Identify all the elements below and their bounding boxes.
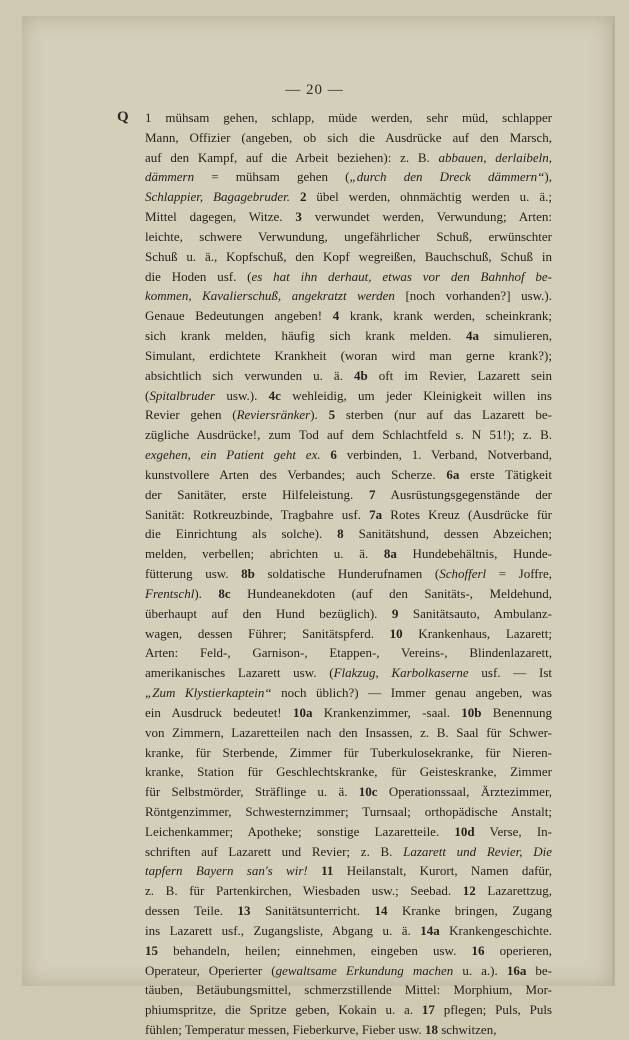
text-line: [145, 663, 552, 683]
item-number: 14: [374, 903, 388, 919]
text-segment: Lazarettzug,: [475, 883, 552, 899]
text-segment: ).: [194, 585, 219, 601]
text-segment: ins Lazarett usf., Zugangsliste, Abgang u. ä.: [145, 922, 421, 938]
text-segment: Reviersränker: [236, 407, 311, 423]
text-segment: Sanitätshund, dessen Abzeichen;: [343, 526, 552, 542]
text-segment: zügliche Ausdrücke!, zum Tod auf dem Schlachtfeld s. N 51!); z. B.: [145, 427, 552, 443]
text-line: [145, 604, 552, 624]
text-segment: Simulant, erdichtete Krankheit (woran wird man gerne krank?);: [145, 347, 552, 363]
item-number: 10b: [461, 704, 482, 720]
text-line: [145, 941, 552, 961]
text-line: [145, 901, 552, 921]
item-number: 7: [368, 486, 376, 502]
section-letter: Q: [117, 109, 129, 125]
item-number: 12: [462, 883, 476, 899]
item-number: 10d: [454, 823, 475, 839]
text-line: [145, 267, 552, 287]
text-segment: usw.).: [215, 387, 269, 403]
text-line: [145, 366, 552, 386]
text-segment: schriften auf Lazarett und Revier; z. B.: [145, 843, 404, 859]
text-segment: amerikanisches Lazarett usw. (: [145, 665, 334, 681]
text-segment: ),: [544, 169, 552, 185]
text-segment: dessen Teile.: [145, 903, 238, 919]
text-line: [145, 247, 552, 267]
text-segment: verbinden, 1. Verband, Notverband,: [336, 447, 553, 463]
item-number: 6a: [446, 466, 460, 482]
text-segment: „Zum Klystierkaptein“: [145, 685, 272, 701]
item-number: 3: [295, 209, 302, 225]
text-line: [145, 167, 552, 187]
text-segment: kommen, Kavalierschuß, angekratzt werden: [145, 288, 395, 304]
text-segment: schwitzen,: [437, 1022, 497, 1038]
text-segment: pflegen; Puls, Puls: [434, 1002, 552, 1018]
text-segment: verwundet werden, Verwundung; Arten:: [301, 209, 552, 225]
text-line: [145, 108, 552, 128]
text-segment: [321, 447, 331, 462]
item-number: 14a: [420, 922, 440, 938]
text-segment: z. B. für Partenkirchen, Wiesbaden usw.; Seebad.: [145, 883, 463, 899]
text-segment: sterben (nur auf das Lazarett be-: [335, 407, 552, 423]
text-segment: die Hoden usf. (: [145, 268, 252, 284]
text-segment: „durch den Dreck dämmern“: [349, 169, 545, 185]
text-segment: phiumspritze, die Spritze geben, Kokain u. a.: [145, 1002, 422, 1018]
text-segment: Röntgenzimmer, Schwesternzimmer; Turnsaal; orthopädische Anstalt;: [145, 803, 552, 819]
text-segment: von Zimmern, Lazaretteilen nach den Insassen, z. B. Saal für Schwer-: [145, 724, 552, 740]
text-line: [145, 743, 552, 763]
text-segment: Mittel dagegen, Witze.: [145, 209, 296, 225]
text-segment: fütterung usw.: [145, 566, 242, 582]
item-number: 13: [237, 903, 251, 919]
text-segment: dämmern: [145, 169, 195, 185]
text-segment: ).: [310, 407, 329, 423]
text-line: [145, 425, 552, 445]
text-segment: gewaltsame Erkundung machen: [275, 962, 454, 978]
text-segment: be-: [526, 962, 552, 978]
text-segment: behandeln, heilen; einnehmen, eingeben usw.: [158, 942, 472, 958]
text-segment: übel werden, ohnmächtig werden u. ä.;: [306, 189, 553, 205]
text-line: [145, 207, 552, 227]
text-line: [145, 782, 552, 802]
text-segment: Sanitätsunterricht.: [250, 903, 375, 919]
text-segment: es hat ihn derhaut, etwas vor den Bahnhof be-: [251, 268, 552, 284]
item-number: 18: [424, 1022, 438, 1038]
text-segment: Genaue Bedeutungen angeben!: [145, 308, 333, 324]
text-segment: Schlappier, Bagagebruder.: [145, 189, 290, 205]
text-line: [145, 802, 552, 822]
text-line: [145, 544, 552, 564]
item-number: 10c: [358, 784, 378, 800]
item-number: 8: [337, 526, 344, 542]
text-segment: Revier gehen (: [145, 407, 237, 423]
text-segment: kranke, Station für Geschlechtskranke, für Geisteskranke, Zimmer: [145, 764, 552, 780]
text-segment: täuben, Betäubungsmittel, schmerzstillende Mittel: Morphium, Mor-: [145, 982, 552, 998]
text-segment: Mann, Offizier (angeben, ob sich die Ausdrücke auf den Marsch,: [145, 129, 552, 145]
text-segment: usf. — Ist: [468, 665, 553, 681]
text-line: [145, 624, 552, 644]
text-line: [145, 386, 552, 406]
item-number: 4b: [354, 367, 368, 383]
text-line: [145, 1020, 552, 1040]
item-number: 10: [389, 625, 403, 641]
text-segment: abbauen, derlaibeln,: [438, 149, 552, 165]
text-segment: Ausrüstungsgegenstände der: [375, 486, 553, 502]
text-segment: Verse, In-: [474, 823, 552, 839]
text-line: [145, 227, 552, 247]
item-number: 15: [145, 942, 158, 958]
text-segment: der Sanitäter, erste Hilfeleistung.: [145, 486, 369, 502]
text-line: [145, 524, 552, 544]
item-number: 5: [328, 407, 336, 423]
item-number: 2: [299, 189, 307, 205]
text-line: [145, 405, 552, 425]
text-segment: 1 mühsam gehen, schlapp, müde werden, sehr müd, schlapper: [145, 110, 552, 125]
text-line: [145, 128, 552, 148]
text-segment: Spitalbruder: [149, 387, 216, 403]
text-segment: Schofferl: [439, 566, 487, 582]
text-segment: Lazarett und Revier, Die: [403, 843, 552, 859]
text-segment: wehleidig, um jeder Kleinigkeit willen ins: [280, 387, 552, 403]
text-segment: Krankenhaus, Lazarett;: [402, 625, 553, 641]
text-segment: die Einrichtung als solche).: [145, 526, 338, 542]
text-line: [145, 921, 552, 941]
text-segment: Leichenkammer; Apotheke; sonstige Lazaretteile.: [145, 823, 455, 839]
text-segment: Frentschl: [145, 585, 195, 601]
item-number: 16: [471, 942, 485, 958]
text-segment: noch üblich?) — Immer genau angeben, was: [271, 685, 552, 701]
text-line: [145, 961, 552, 981]
item-number: 8a: [383, 546, 397, 562]
text-segment: soldatische Hunderufnamen (: [254, 566, 440, 582]
text-segment: auf den Kampf, auf die Arbeit beziehen): z. B.: [145, 149, 439, 165]
text-segment: operieren,: [484, 942, 552, 958]
text-segment: [308, 863, 321, 878]
text-segment: erste Tätigkeit: [459, 466, 553, 482]
page-number: — 20 —: [285, 82, 344, 98]
item-number: 11: [321, 863, 334, 879]
text-segment: u. a.).: [453, 962, 507, 978]
text-line: [145, 584, 552, 604]
text-line: [145, 187, 552, 207]
text-line: [145, 465, 552, 485]
text-segment: Sanität: Rotkreuzbinde, Tragbahre usf.: [145, 506, 370, 522]
text-line: [145, 505, 552, 525]
text-segment: fühlen; Temperatur messen, Fieberkurve, Fieber usw.: [145, 1022, 425, 1038]
text-line: [145, 703, 552, 723]
text-segment: Kranke bringen, Zugang: [387, 903, 552, 919]
text-segment: Krankengeschichte.: [439, 922, 553, 938]
text-segment: Operationssaal, Ärztezimmer,: [377, 784, 552, 800]
text-segment: melden, verbellen; abrichten u. ä.: [145, 546, 384, 562]
text-line: [145, 723, 552, 743]
text-segment: = Joffre,: [486, 566, 552, 582]
text-line: [145, 980, 552, 1000]
text-segment: tapfern Bayern san's wir!: [145, 863, 308, 879]
text-segment: [290, 189, 300, 204]
text-segment: Flakzug, Karbolkaserne: [333, 665, 469, 681]
text-line: [145, 306, 552, 326]
text-line: [145, 861, 552, 881]
text-segment: Hundeanekdoten (auf den Sanitäts-, Meldehund,: [230, 585, 552, 601]
text-line: [145, 286, 552, 306]
item-number: 4a: [466, 328, 480, 344]
text-segment: kunstvollere Arten des Verbandes; auch Scherze.: [145, 466, 447, 482]
item-number: 17: [421, 1002, 435, 1018]
text-segment: kranke, für Sterbende, Zimmer für Tuberkulosekranke, für Nieren-: [145, 744, 552, 760]
item-number: 8b: [241, 566, 255, 582]
text-segment: krank, krank werden, scheinkrank;: [339, 308, 552, 324]
text-line: [145, 762, 552, 782]
text-segment: sich krank melden, häufig sich krank melden.: [145, 328, 467, 344]
text-line: [145, 822, 552, 842]
item-number: 10a: [292, 704, 313, 720]
text-line: [145, 445, 552, 465]
text-line: [145, 564, 552, 584]
text-segment: ein Ausdruck bedeutet!: [145, 704, 293, 720]
text-line: [145, 346, 552, 366]
text-line: [145, 326, 552, 346]
item-number: 4c: [268, 387, 281, 403]
text-segment: oft im Revier, Lazarett sein: [367, 367, 552, 383]
text-segment: Benennung: [481, 704, 553, 720]
text-line: [145, 148, 552, 168]
item-number: 4: [332, 308, 340, 324]
text-segment: simulieren,: [479, 328, 552, 344]
text-line: [145, 683, 552, 703]
text-segment: = mühsam gehen (: [194, 169, 350, 185]
text-segment: wagen, dessen Führer; Sanitätspferd.: [145, 625, 390, 641]
text-segment: für Selbstmörder, Sträflinge u. ä.: [145, 784, 359, 800]
text-segment: leichte, schwere Verwundung, ungefährlicher Schuß, erwünschter: [145, 228, 552, 244]
item-number: 9: [391, 605, 399, 621]
text-segment: [noch vorhanden?] usw.).: [394, 288, 552, 304]
text-line: [145, 1000, 552, 1020]
text-segment: exgehen, ein Patient geht ex.: [145, 447, 321, 463]
text-line: [145, 643, 552, 663]
text-segment: Hundebehältnis, Hunde-: [396, 546, 552, 562]
text-segment: Arten: Feld-, Garnison-, Etappen-, Vereins-, Blindenlazarett,: [145, 645, 552, 661]
text-segment: Krankenzimmer, -saal.: [312, 704, 462, 720]
text-line: [145, 842, 552, 862]
item-number: 16a: [506, 962, 527, 978]
text-line: [145, 485, 552, 505]
text-segment: Operateur, Operierter (: [145, 962, 276, 978]
text-segment: überhaupt auf den Hund bezüglich).: [145, 605, 392, 621]
text-segment: (: [145, 387, 150, 403]
item-number: 6: [330, 447, 337, 463]
text-segment: Heilanstalt, Kurort, Namen dafür,: [333, 863, 552, 879]
body-text: [145, 108, 552, 1040]
item-number: 8c: [218, 585, 231, 601]
text-segment: Rotes Kreuz (Ausdrücke für: [382, 506, 552, 522]
text-segment: Schuß u. ä., Kopfschuß, den Kopf wegreißen, Bauchschuß, Schuß in: [145, 248, 552, 264]
item-number: 7a: [369, 506, 383, 522]
text-line: [145, 881, 552, 901]
text-segment: absichtlich sich verwunden u. ä.: [145, 367, 354, 383]
text-segment: Sanitätsauto, Ambulanz-: [398, 605, 553, 621]
